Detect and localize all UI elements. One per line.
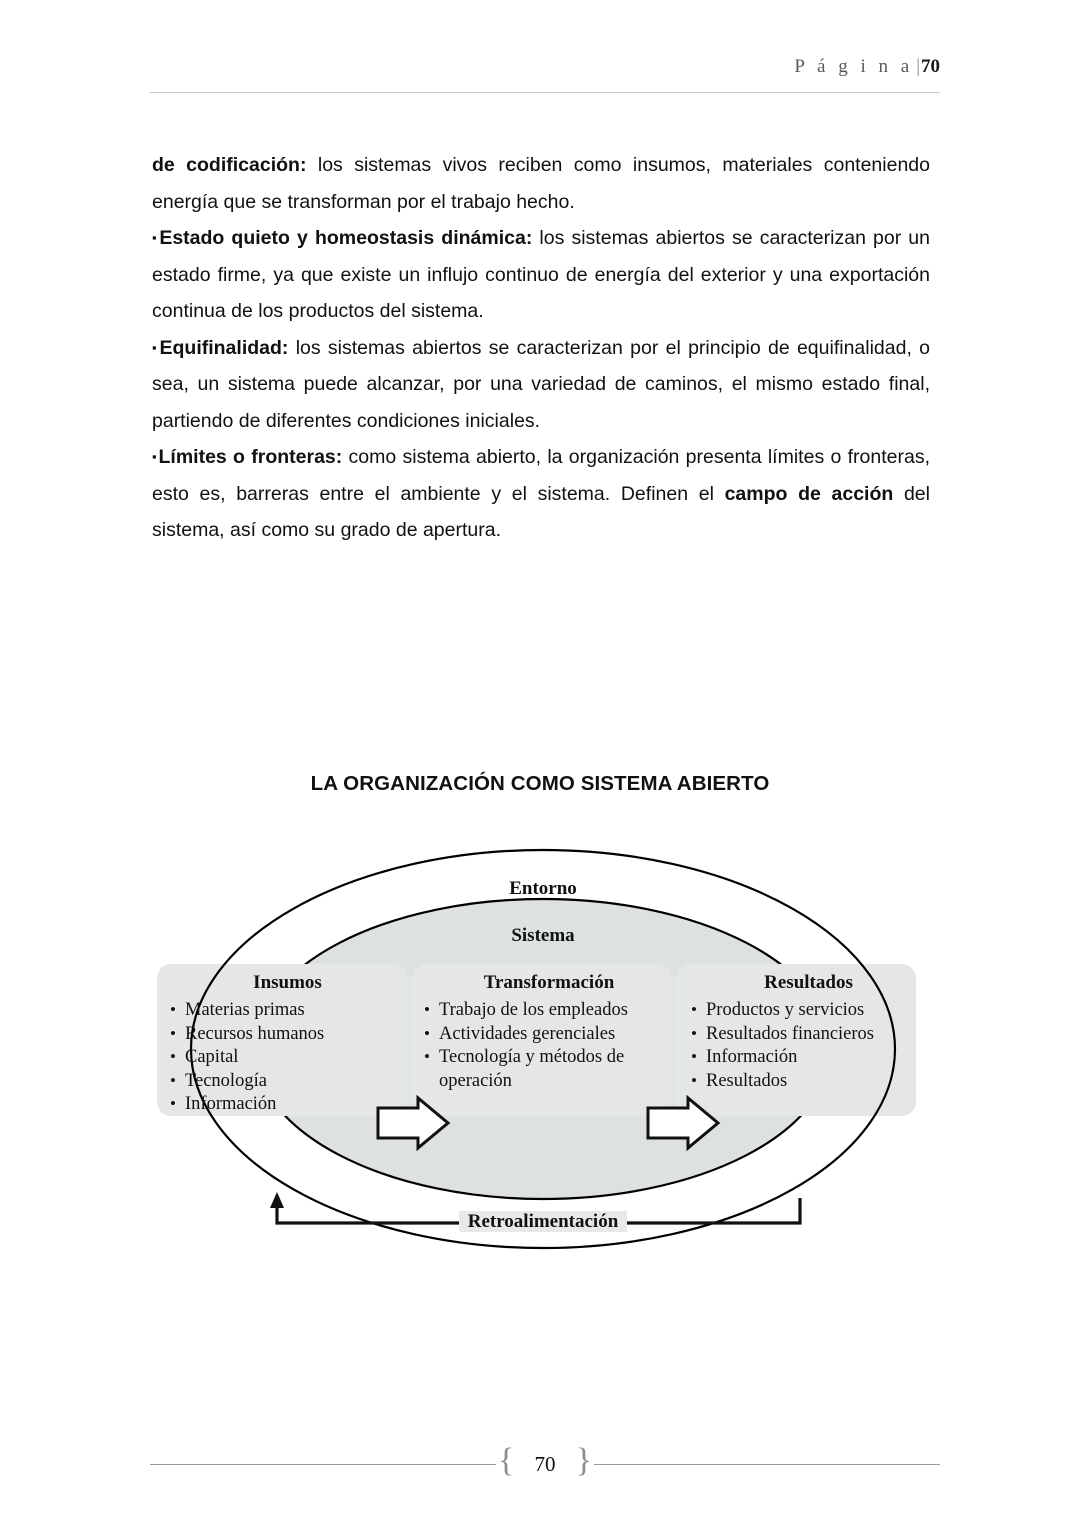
brace-left-icon: {	[498, 1442, 515, 1479]
figure-open-system	[0, 756, 1080, 1276]
list-item: • Materias primas	[170, 999, 405, 1023]
list-item-continuation: operación	[439, 1070, 512, 1091]
square-bullet-icon: ▪	[152, 449, 159, 464]
paragraph-lead: de codificación:	[152, 154, 307, 176]
list-item: • Actividades gerenciales	[424, 1023, 674, 1047]
feedback-arrowhead-icon	[270, 1192, 284, 1208]
paragraph-codificacion	[152, 147, 930, 220]
brace-right-icon: }	[575, 1442, 592, 1479]
page-header	[150, 56, 940, 78]
paragraph-estado-quieto	[152, 220, 930, 330]
label-sistema: Sistema	[511, 925, 575, 946]
footer-divider-right	[594, 1464, 940, 1465]
page-footer	[150, 1442, 940, 1489]
paragraph-limites-fronteras	[152, 439, 930, 549]
column-title: Insumos	[253, 972, 322, 993]
square-bullet-icon: ▪	[152, 339, 160, 355]
list-item: • Recursos humanos	[170, 1023, 405, 1047]
paragraph-text: como sistema abierto, la organización presenta límites o fronteras, esto es, barreras entre el ambiente y el sistema. Definen el	[152, 446, 930, 505]
column-resultados	[691, 972, 926, 1093]
column-title: Transformación	[483, 972, 615, 993]
paragraph-text: los sistemas vivos reciben como insumos, materiales conteniendo energía que se transforman por el trabajo hecho.	[152, 154, 930, 213]
paragraph-text: los sistemas abiertos se caracterizan por un estado firme, ya que existe un influjo continuo de energía del exterior y una exportación continua de los productos del sistema.	[152, 227, 930, 322]
paragraph-equifinalidad	[152, 330, 930, 440]
figure-title: LA ORGANIZACIÓN COMO SISTEMA ABIERTO	[310, 772, 770, 795]
document-body	[152, 147, 930, 549]
column-list	[424, 999, 674, 1093]
list-item: • Información	[691, 1046, 926, 1070]
figure-canvas	[148, 834, 938, 1254]
column-title: Resultados	[764, 972, 853, 993]
paragraph-lead: Límites o fronteras:	[158, 446, 343, 468]
header-label: P á g i n a	[794, 56, 914, 77]
list-item: • Trabajo de los empleados	[424, 999, 674, 1023]
column-transformacion	[424, 972, 674, 1093]
label-entorno: Entorno	[509, 878, 577, 899]
paragraph-lead: Estado quieto y homeostasis dinámica:	[159, 227, 533, 249]
paragraph-lead-secondary: campo de acción	[724, 482, 894, 505]
paragraph-text: los sistemas abiertos se caracterizan por el principio de equifinalidad, o sea, un sistema puede alcanzar, por una variedad de caminos, el mismo estado final, partiendo de diferentes condiciones iniciales.	[152, 336, 931, 432]
list-item: • Tecnología	[170, 1070, 405, 1094]
header-separator: |	[916, 56, 920, 77]
square-bullet-icon: ▪	[152, 230, 160, 245]
label-retroalimentacion-text: Retroalimentación	[459, 1211, 628, 1232]
paragraph-text-secondary: del sistema, así como su grado de apertura.	[152, 482, 930, 541]
list-item: • Resultados financieros	[691, 1023, 926, 1047]
label-retroalimentacion	[148, 1211, 938, 1233]
column-list	[691, 999, 926, 1093]
list-item: • Información	[170, 1093, 405, 1117]
list-item: • Productos y servicios	[691, 999, 926, 1023]
paragraph-lead: Equifinalidad:	[159, 336, 289, 359]
column-insumos	[170, 972, 405, 1117]
header-page-number: 70	[921, 56, 940, 77]
footer-page-indicator	[496, 1442, 594, 1489]
header-divider	[150, 92, 940, 93]
footer-divider-left	[150, 1464, 496, 1465]
footer-page-number: 70	[534, 1452, 556, 1476]
list-item: • Capital	[170, 1046, 405, 1070]
column-list	[170, 999, 405, 1117]
list-item: • Tecnología y métodos de	[424, 1046, 674, 1070]
list-item: • Resultados	[691, 1070, 926, 1094]
